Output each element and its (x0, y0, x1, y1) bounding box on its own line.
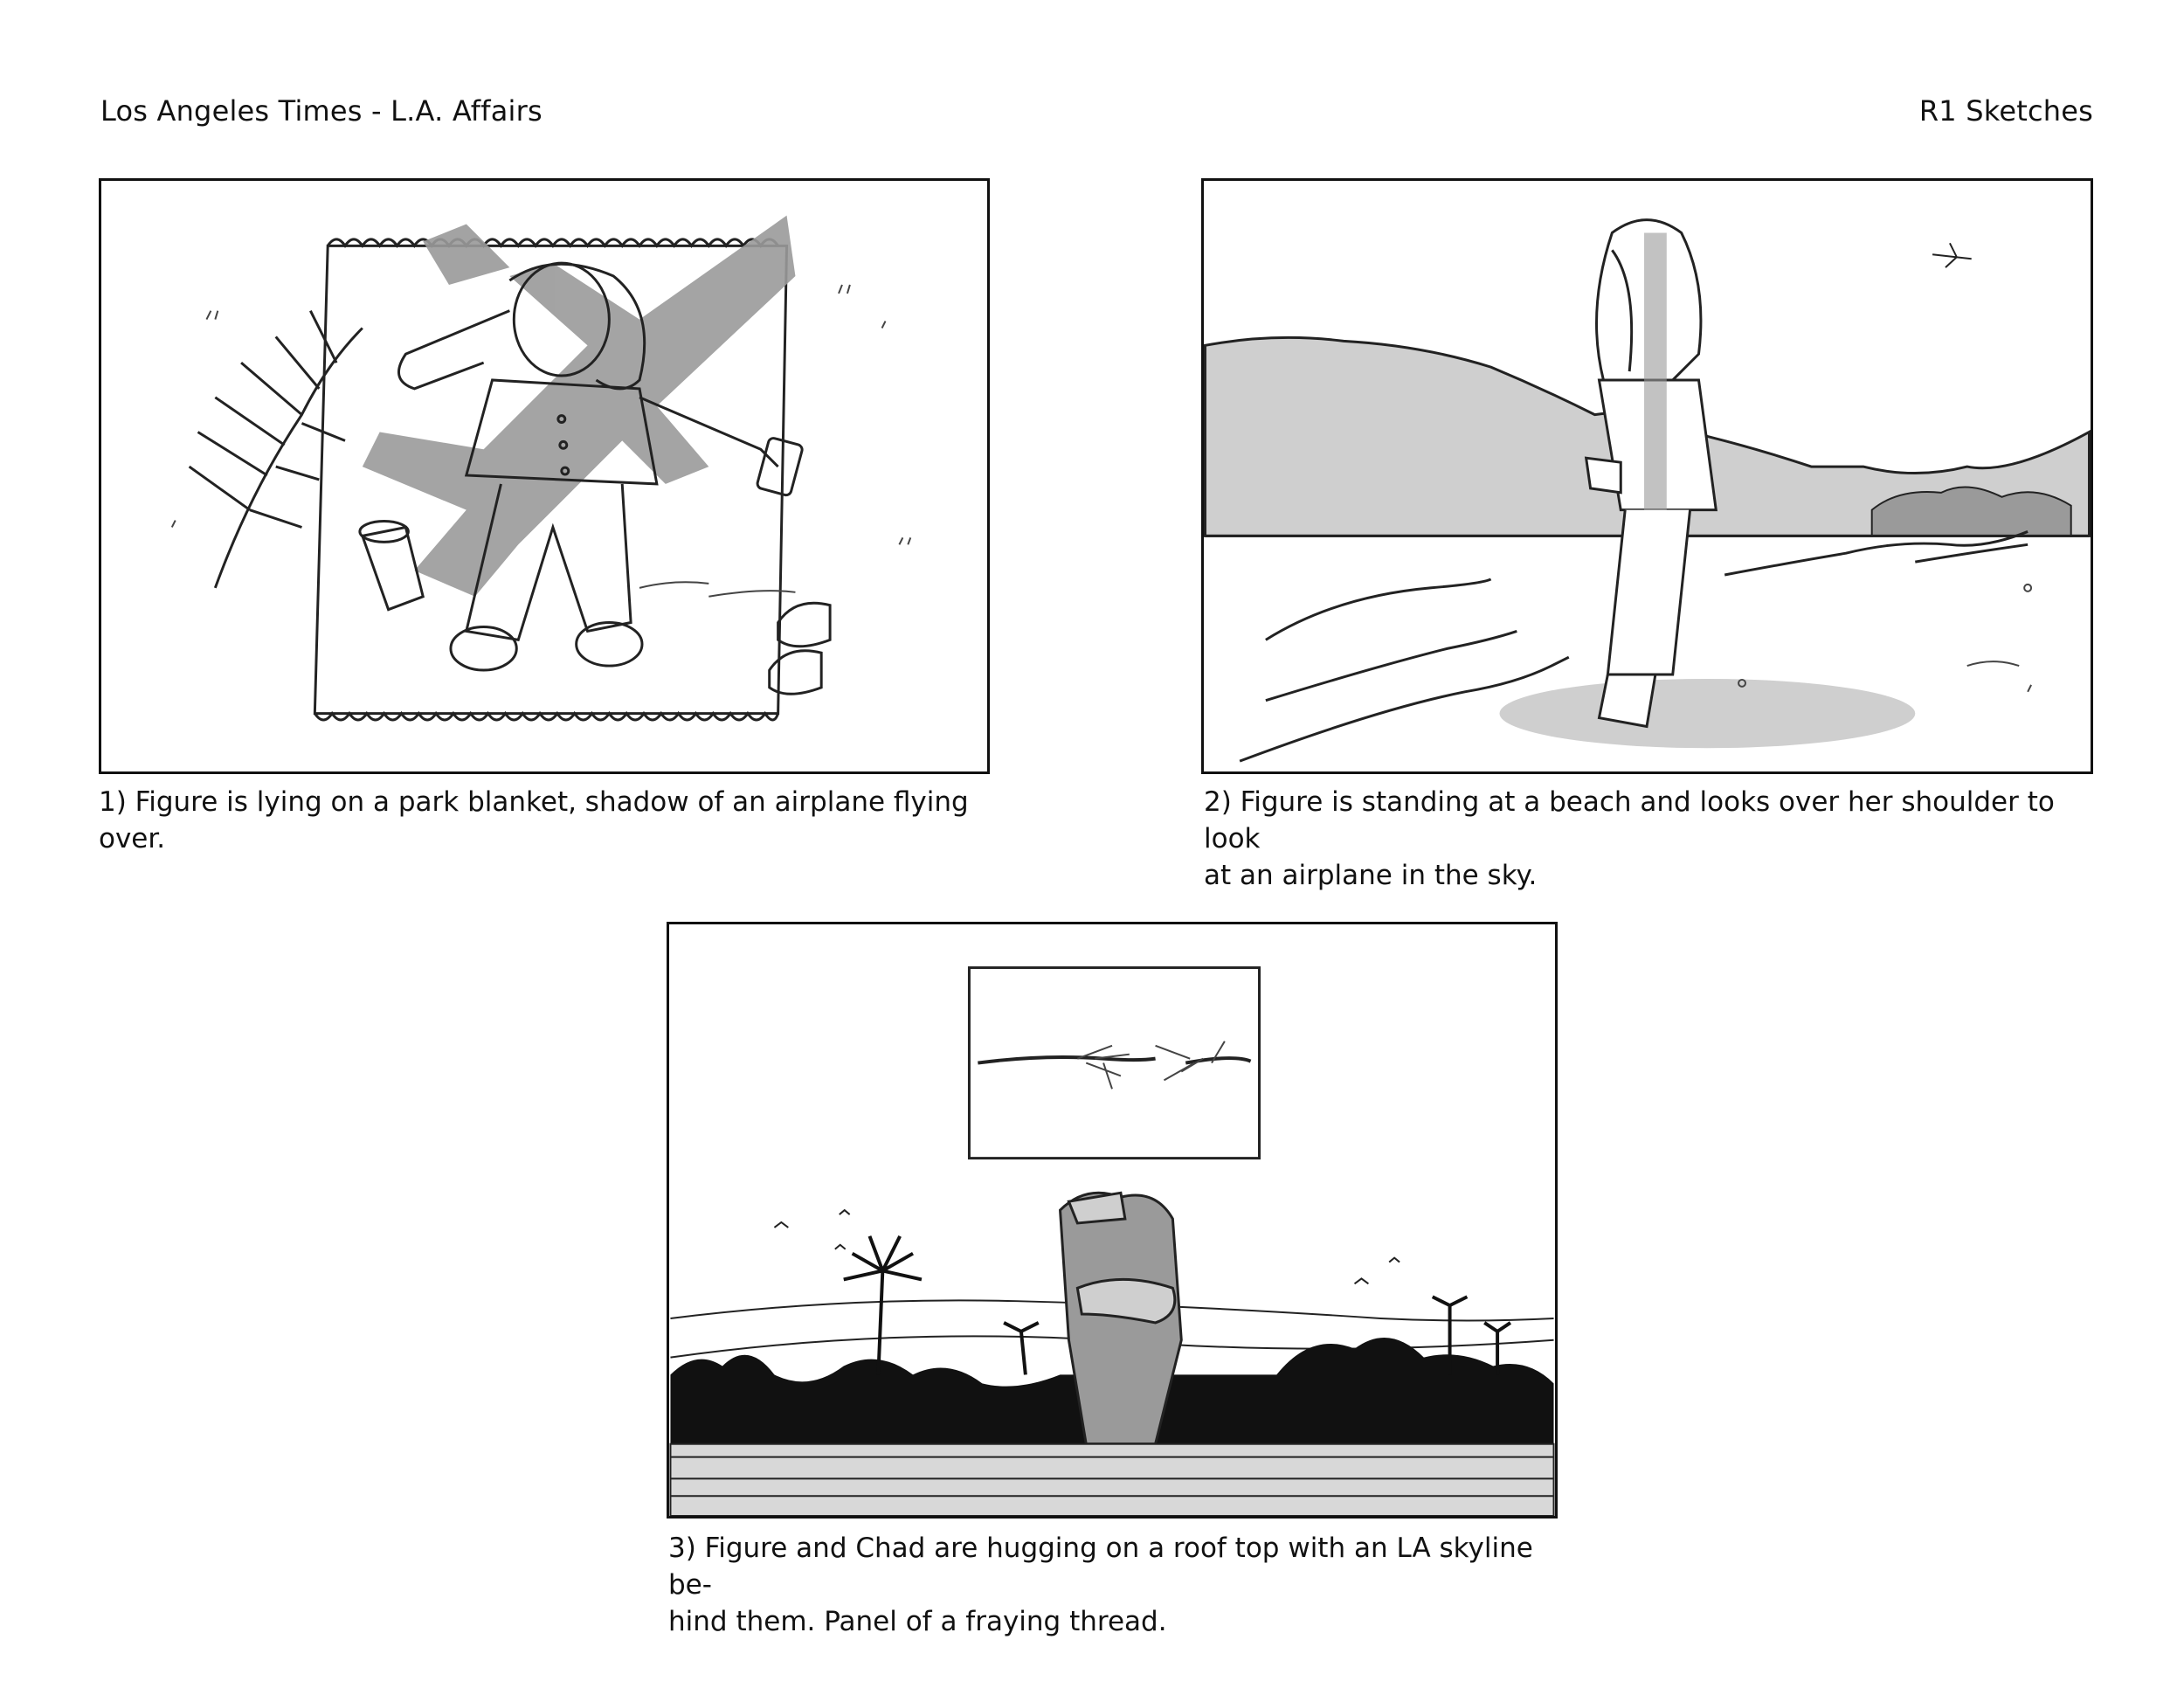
standing-figure (1586, 220, 1717, 727)
rooftop-hug-sketch (669, 924, 1555, 1516)
airplane-shadow (363, 216, 796, 597)
sketch-panel-2 (1201, 178, 2093, 774)
park-blanket-sketch (101, 181, 987, 771)
document-section: R1 Sketches (1918, 94, 2093, 128)
caption-line: 3) Figure and Chad are hugging on a roof top with an LA skyline be- (668, 1532, 1533, 1601)
sand-marks (1738, 585, 2031, 692)
caption-line: 2) Figure is standing at a beach and looks over her shoulder to look (1204, 786, 2055, 854)
palm-leaf (190, 311, 363, 588)
coffee-cup (360, 522, 423, 610)
roof-ledge (670, 1444, 1553, 1516)
hills-dark (1872, 487, 2071, 536)
caption-line: at an airplane in the sky. (1204, 860, 1538, 891)
caption-line: hind them. Panel of a fraying thread. (668, 1606, 1167, 1637)
figure-shadow (1500, 679, 1916, 748)
document-title: Los Angeles Times - L.A. Affairs (100, 94, 543, 128)
sketch-panel-1 (99, 178, 990, 774)
airplane-icon (1932, 243, 1972, 267)
sketch-panel-3 (667, 922, 1558, 1519)
fraying-thread-inset (969, 968, 1259, 1159)
panel-2-caption (1204, 784, 2104, 894)
panel-3-caption (668, 1530, 1568, 1640)
panel-1-caption (99, 784, 1042, 857)
beach-sketch (1204, 181, 2091, 771)
caption-line: 1) Figure is lying on a park blanket, shadow of an airplane flying over. (99, 786, 969, 854)
